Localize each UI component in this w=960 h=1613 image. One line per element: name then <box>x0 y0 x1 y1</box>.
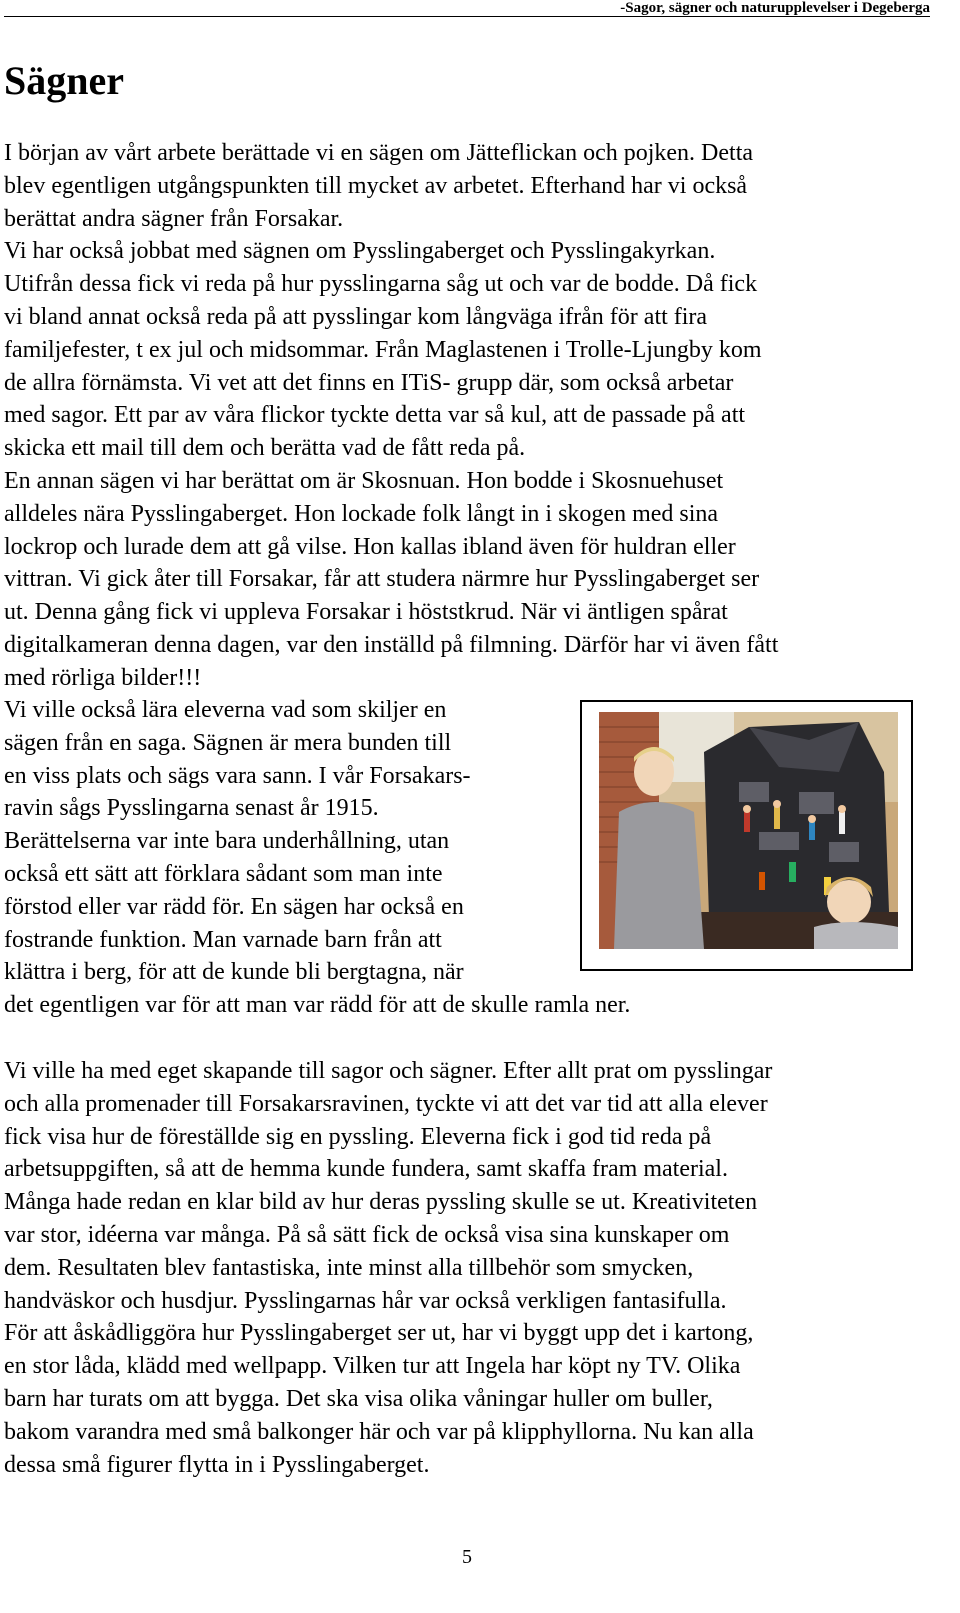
text-line: handväskor och husdjur. Pysslingarnas hår var också verkligen fantasifulla. <box>4 1287 727 1314</box>
text-line: fostrande funktion. Man varnade barn från att <box>4 926 442 953</box>
text-line: barn har turats om att bygga. Det ska visa olika våningar huller om buller, <box>4 1385 713 1412</box>
text-line: förstod eller var rädd för. En sägen har också en <box>4 893 464 920</box>
paragraph-sagen-tail <box>4 989 934 1022</box>
paragraph-sagen-vs-saga <box>4 694 584 989</box>
text-line: blev egentligen utgångspunkten till mycket av arbetet. Efterhand har vi också <box>4 172 748 199</box>
text-line: Vi ville också lära eleverna vad som skiljer en <box>4 697 447 723</box>
text-line: alldeles nära Pysslingaberget. Hon lockade folk långt in i skogen med sina <box>4 500 719 527</box>
text-line: vittran. Vi gick åter till Forsakar, får att studera närmre hur Pysslingaberget ser <box>4 566 760 593</box>
text-line: berättat andra sägner från Forsakar. <box>4 205 344 232</box>
text-line: Utifrån dessa fick vi reda på hur pysslingarna såg ut och var de bodde. Då fick <box>4 271 758 298</box>
text-line: En annan sägen vi har berättat om är Skosnuan. Hon bodde i Skosnuehuset <box>4 467 724 494</box>
text-line: Många hade redan en klar bild av hur deras pyssling skulle se ut. Kreativiteten <box>4 1189 758 1216</box>
text-line: bakom varandra med små balkonger här och var på klipphyllorna. Nu kan alla <box>4 1418 754 1445</box>
text-line: sägen från en saga. Sägnen är mera bunden till <box>4 729 452 756</box>
text-line: det egentligen var för att man var rädd för att de skulle ramla ner. <box>4 992 631 1018</box>
photo-frame <box>580 700 913 971</box>
text-line: fick visa hur de föreställde sig en pyssling. Eleverna fick i god tid reda på <box>4 1123 712 1150</box>
text-line: Vi har också jobbat med sägnen om Pysslingaberget och Pysslingakyrkan. <box>4 238 716 265</box>
text-line: de allra förnämsta. Vi vet att det finns en ITiS- grupp där, som också arbetar <box>4 369 734 396</box>
text-line: För att åskådliggöra hur Pysslingaberget ser ut, har vi byggt upp det i kartong, <box>4 1320 754 1347</box>
text-line: arbetsuppgiften, så att de hemma kunde fundera, samt skaffa fram material. <box>4 1156 728 1183</box>
text-line: familjefester, t ex jul och midsommar. Från Maglastenen i Trolle-Ljungby kom <box>4 336 762 363</box>
text-line: en viss plats och sägs vara sann. I vår Forsakars- <box>4 762 471 789</box>
text-line: digitalkameran denna dagen, var den inställd på filmning. Därför har vi även fått <box>4 631 779 658</box>
paragraph-creative-work <box>4 1055 939 1481</box>
text-line: dessa små figurer flytta in i Pysslingaberget. <box>4 1451 430 1478</box>
text-line: klättra i berg, för att de kunde bli bergtagna, när <box>4 959 464 986</box>
text-line: en stor låda, klädd med wellpapp. Vilken tur att Ingela har köpt ny TV. Olika <box>4 1353 741 1380</box>
text-line: I början av vårt arbete berättade vi en sägen om Jätteflickan och pojken. Detta <box>4 140 754 166</box>
text-line: lockrop och lurade dem att gå vilse. Hon kallas ibland även för huldran eller <box>4 533 736 560</box>
text-line: var stor, idéerna var många. På så sätt fick de också visa sina kunskaper om <box>4 1221 730 1248</box>
text-line: vi bland annat också reda på att pysslingar kom långväga ifrån för att fira <box>4 303 708 330</box>
running-header <box>4 0 930 17</box>
text-line: med sagor. Ett par av våra flickor tyckte detta var så kul, att de passade på att <box>4 402 746 429</box>
text-line: dem. Resultaten blev fantastiska, inte minst alla tillbehör som smycken, <box>4 1254 694 1281</box>
text-line: Vi ville ha med eget skapande till sagor och sägner. Efter allt prat om pysslingar <box>4 1058 773 1084</box>
text-line: med rörliga bilder!!! <box>4 664 202 691</box>
page-number: 5 <box>462 1546 472 1568</box>
paragraph-intro <box>4 137 934 695</box>
photo-illustration <box>599 712 898 949</box>
text-line: också ett sätt att förklara sådant som man inte <box>4 860 443 887</box>
text-line: Berättelserna var inte bara underhållning, utan <box>4 828 450 855</box>
text-line: och alla promenader till Forsakarsravinen, tyckte vi att det var tid att alla elever <box>4 1090 768 1117</box>
running-header-text: -Sagor, sägner och naturupplevelser i Degeberga <box>620 0 930 16</box>
text-line: skicka ett mail till dem och berätta vad de fått reda på. <box>4 435 526 462</box>
photo-pysslingaberget-model <box>599 712 898 949</box>
page-title: Sägner <box>4 58 124 103</box>
text-line: ut. Denna gång fick vi uppleva Forsakar i höststkrud. När vi äntligen spårat <box>4 599 728 626</box>
text-line: ravin sågs Pysslingarna senast år 1915. <box>4 795 379 822</box>
